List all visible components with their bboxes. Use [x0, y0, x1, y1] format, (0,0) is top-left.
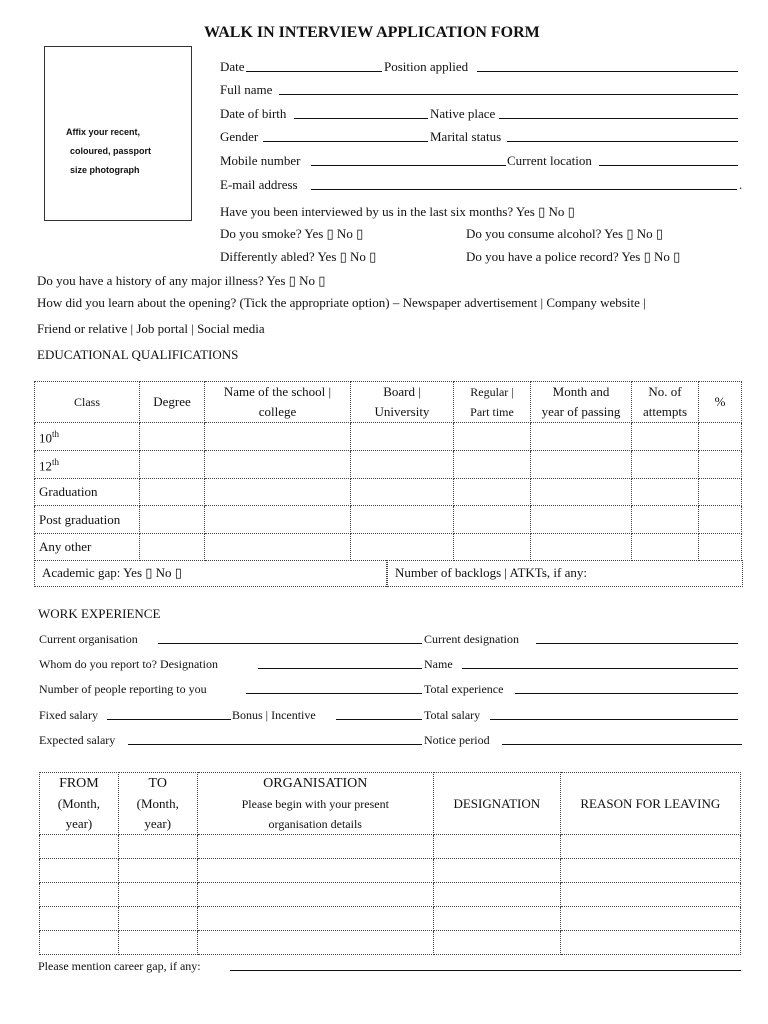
- degree-cell[interactable]: [140, 534, 205, 561]
- school-cell[interactable]: [205, 479, 351, 506]
- designation-cell[interactable]: [433, 883, 560, 907]
- email-label: E-mail address: [220, 177, 298, 192]
- organisation-cell[interactable]: [197, 883, 433, 907]
- attempts-cell[interactable]: [632, 534, 699, 561]
- differently-abled-question[interactable]: Differently abled? Yes ▯ No ▯: [220, 249, 377, 264]
- mobile-label: Mobile number: [220, 153, 301, 168]
- regular-cell[interactable]: [454, 506, 531, 534]
- reason-header: REASON FOR LEAVING: [560, 773, 740, 835]
- fixed-salary-label: Fixed salary: [39, 708, 98, 722]
- school-cell[interactable]: [205, 534, 351, 561]
- learn-question-line1[interactable]: How did you learn about the opening? (Tick the appropriate option) – Newspaper advertisement | Company website |: [37, 295, 646, 310]
- mobile-field[interactable]: [311, 165, 506, 166]
- academic-gap-label: Academic gap: Yes ▯ No ▯: [42, 565, 182, 580]
- name-label: Name: [424, 657, 453, 671]
- to-cell[interactable]: [118, 859, 197, 883]
- alcohol-question[interactable]: Do you consume alcohol? Yes ▯ No ▯: [466, 226, 664, 241]
- to-cell[interactable]: [118, 883, 197, 907]
- board-cell[interactable]: [351, 534, 454, 561]
- photo-text-1: Affix your recent,: [66, 127, 141, 137]
- month-year-cell[interactable]: [531, 479, 632, 506]
- photo-box[interactable]: [44, 46, 192, 221]
- report-to-field[interactable]: [258, 668, 422, 669]
- month-year-cell[interactable]: [531, 506, 632, 534]
- native-place-field[interactable]: [499, 118, 738, 119]
- to-header: TO (Month, year): [118, 773, 197, 835]
- education-row[interactable]: [35, 534, 742, 561]
- regular-cell[interactable]: [454, 423, 531, 451]
- education-row[interactable]: [35, 479, 742, 506]
- location-field[interactable]: [599, 165, 738, 166]
- total-experience-field[interactable]: [515, 693, 738, 694]
- school-header: Name of the school | college: [205, 382, 351, 423]
- reason-cell[interactable]: [560, 859, 740, 883]
- interviewed-question[interactable]: Have you been interviewed by us in the last six months? Yes ▯ No ▯: [220, 204, 575, 219]
- expected-salary-label: Expected salary: [39, 733, 116, 747]
- gender-field[interactable]: [263, 141, 428, 142]
- people-reporting-label: Number of people reporting to you: [39, 682, 207, 696]
- position-label: Position applied: [384, 59, 469, 74]
- photo-text-2: coloured, passport: [70, 146, 152, 156]
- backlogs-label: Number of backlogs | ATKTs, if any:: [395, 565, 587, 580]
- designation-cell[interactable]: [433, 931, 560, 955]
- learn-question-line2[interactable]: Friend or relative | Job portal | Social media: [37, 321, 265, 336]
- notice-period-label: Notice period: [424, 733, 490, 747]
- reason-cell[interactable]: [560, 883, 740, 907]
- regular-cell[interactable]: [454, 479, 531, 506]
- date-label: Date: [220, 59, 245, 74]
- from-cell[interactable]: [40, 931, 119, 955]
- class-cell: 12th: [35, 451, 140, 479]
- smoke-question[interactable]: Do you smoke? Yes ▯ No ▯: [220, 226, 364, 241]
- to-cell[interactable]: [118, 835, 197, 859]
- class-cell: 10th: [35, 423, 140, 451]
- total-salary-label: Total salary: [424, 708, 481, 722]
- from-cell[interactable]: [40, 907, 119, 931]
- form-title: WALK IN INTERVIEW APPLICATION FORM: [204, 24, 540, 41]
- photo-text-3: size photograph: [70, 165, 140, 175]
- percent-cell[interactable]: [699, 451, 742, 479]
- total-experience-label: Total experience: [424, 682, 504, 696]
- to-cell[interactable]: [118, 931, 197, 955]
- regular-cell[interactable]: [454, 534, 531, 561]
- current-org-label: Current organisation: [39, 632, 138, 646]
- organisation-cell[interactable]: [197, 859, 433, 883]
- to-cell[interactable]: [118, 907, 197, 931]
- education-row[interactable]: [35, 451, 742, 479]
- designation-cell[interactable]: [433, 859, 560, 883]
- position-field[interactable]: [477, 71, 738, 72]
- designation-cell[interactable]: [433, 835, 560, 859]
- current-org-field[interactable]: [158, 643, 422, 644]
- reason-cell[interactable]: [560, 931, 740, 955]
- full-name-label: Full name: [220, 82, 273, 97]
- percent-cell[interactable]: [699, 506, 742, 534]
- backlogs-cell[interactable]: [386, 560, 743, 587]
- bonus-label: Bonus | Incentive: [232, 708, 316, 722]
- month-year-header: Month and year of passing: [531, 382, 632, 423]
- degree-cell[interactable]: [140, 451, 205, 479]
- attempts-cell[interactable]: [632, 451, 699, 479]
- organisation-cell[interactable]: [197, 835, 433, 859]
- degree-cell[interactable]: [140, 506, 205, 534]
- education-header-row: [35, 382, 742, 423]
- organisation-cell[interactable]: [197, 931, 433, 955]
- board-cell[interactable]: [351, 423, 454, 451]
- current-designation-field[interactable]: [536, 643, 738, 644]
- history-row[interactable]: [40, 931, 741, 955]
- class-cell: Any other: [35, 534, 140, 561]
- degree-cell[interactable]: [140, 423, 205, 451]
- class-cell: Graduation: [35, 479, 140, 506]
- email-field[interactable]: [311, 189, 737, 190]
- dob-field[interactable]: [294, 118, 428, 119]
- expected-salary-field[interactable]: [128, 744, 422, 745]
- history-row[interactable]: [40, 907, 741, 931]
- class-header: Class: [35, 382, 140, 423]
- police-question[interactable]: Do you have a police record? Yes ▯ No ▯: [466, 249, 681, 264]
- percent-cell[interactable]: [699, 534, 742, 561]
- degree-cell[interactable]: [140, 479, 205, 506]
- organisation-header: ORGANISATION Please begin with your present organisation details: [197, 773, 433, 835]
- career-gap-field[interactable]: [230, 970, 741, 971]
- regular-header: Regular | Part time: [454, 382, 531, 423]
- education-row[interactable]: [35, 423, 742, 451]
- history-row[interactable]: [40, 859, 741, 883]
- date-field[interactable]: [246, 71, 382, 72]
- email-dot: .: [739, 177, 743, 192]
- notice-period-field[interactable]: [502, 744, 742, 745]
- total-salary-field[interactable]: [490, 719, 738, 720]
- from-header: FROM (Month, year): [40, 773, 119, 835]
- location-label: Current location: [507, 153, 592, 168]
- illness-question[interactable]: Do you have a history of any major illness? Yes ▯ No ▯: [37, 273, 326, 288]
- attempts-cell[interactable]: [632, 479, 699, 506]
- people-reporting-field[interactable]: [246, 693, 422, 694]
- month-year-cell[interactable]: [531, 423, 632, 451]
- school-cell[interactable]: [205, 451, 351, 479]
- reason-cell[interactable]: [560, 907, 740, 931]
- organisation-cell[interactable]: [197, 907, 433, 931]
- bonus-field[interactable]: [336, 719, 422, 720]
- current-designation-label: Current designation: [424, 632, 519, 646]
- native-place-label: Native place: [430, 106, 496, 121]
- name-field[interactable]: [462, 668, 738, 669]
- attempts-cell[interactable]: [632, 506, 699, 534]
- history-row[interactable]: [40, 835, 741, 859]
- regular-cell[interactable]: [454, 451, 531, 479]
- history-table: [39, 772, 741, 955]
- career-gap-label: Please mention career gap, if any:: [38, 959, 201, 973]
- board-cell[interactable]: [351, 506, 454, 534]
- percent-cell[interactable]: [699, 479, 742, 506]
- report-to-label: Whom do you report to? Designation: [39, 657, 218, 671]
- fixed-salary-field[interactable]: [107, 719, 231, 720]
- board-header: Board | University: [351, 382, 454, 423]
- education-heading: EDUCATIONAL QUALIFICATIONS: [37, 347, 239, 362]
- school-cell[interactable]: [205, 506, 351, 534]
- full-name-field[interactable]: [279, 94, 738, 95]
- designation-header: DESIGNATION: [433, 773, 560, 835]
- work-heading: WORK EXPERIENCE: [38, 606, 161, 621]
- attempts-header: No. of attempts: [632, 382, 699, 423]
- month-year-cell[interactable]: [531, 534, 632, 561]
- gender-label: Gender: [220, 129, 259, 144]
- board-cell[interactable]: [351, 479, 454, 506]
- marital-status-field[interactable]: [507, 141, 738, 142]
- percent-cell[interactable]: [699, 423, 742, 451]
- attempts-cell[interactable]: [632, 423, 699, 451]
- dob-label: Date of birth: [220, 106, 287, 121]
- from-cell[interactable]: [40, 883, 119, 907]
- history-header-row: [40, 773, 741, 835]
- education-table: [34, 381, 742, 561]
- school-cell[interactable]: [205, 423, 351, 451]
- marital-status-label: Marital status: [430, 129, 502, 144]
- class-cell: Post graduation: [35, 506, 140, 534]
- reason-cell[interactable]: [560, 835, 740, 859]
- percent-header: %: [699, 382, 742, 423]
- board-cell[interactable]: [351, 451, 454, 479]
- designation-cell[interactable]: [433, 907, 560, 931]
- from-cell[interactable]: [40, 835, 119, 859]
- from-cell[interactable]: [40, 859, 119, 883]
- education-row[interactable]: [35, 506, 742, 534]
- history-row[interactable]: [40, 883, 741, 907]
- degree-header: Degree: [140, 382, 205, 423]
- academic-gap-cell[interactable]: [34, 560, 388, 587]
- month-year-cell[interactable]: [531, 451, 632, 479]
